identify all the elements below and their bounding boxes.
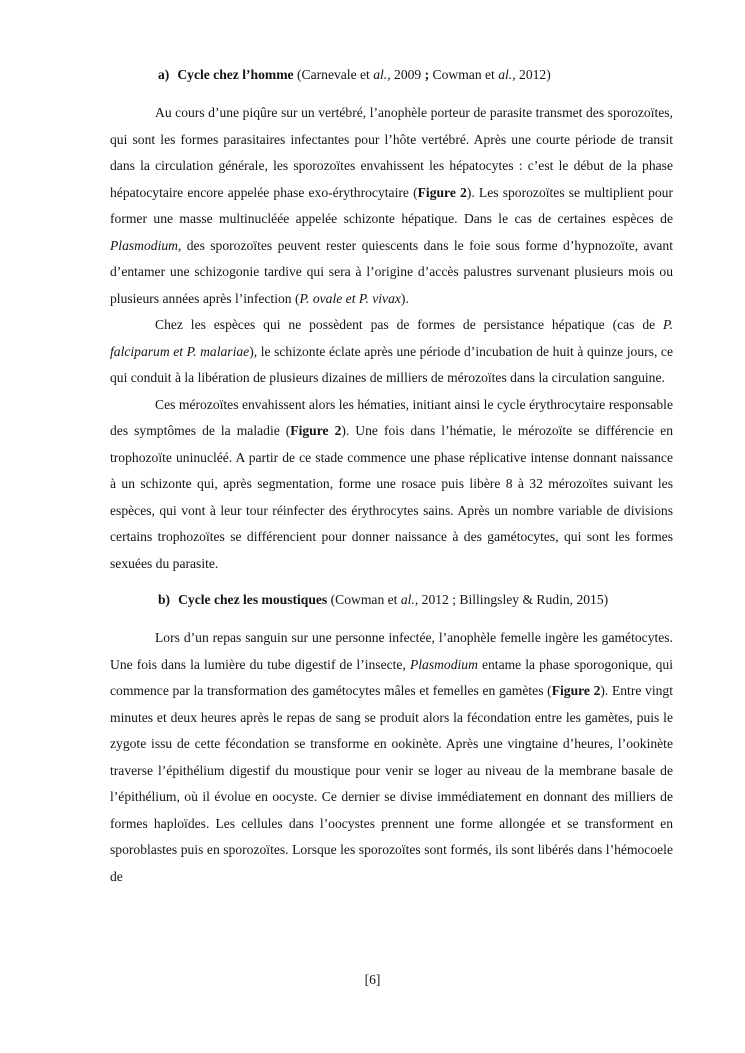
paragraph-text: Lors d’un repas sanguin sur une personne infectée, l’anophèle femelle ingère les gamétocytes. Une fois dans la lumière du tube digestif de l’insecte, [110,630,673,672]
citation-al: al. [400,592,415,607]
citation-text: (Carnevale et [293,67,374,82]
paragraph [110,100,673,312]
paragraph-text: ). Entre vingt minutes et deux heures après le repas de sang se produit alors la fécondation entre les gamètes, puis le zygote issu de cette fécondation se transforme en ookinète. Après une vingtaine d’heures, l’ookinète traverse l’épithélium digestif du moustique pour venir se loger au niveau de la membrane basale de l’épithélium, où il évolue en oocyste. Ce dernier se divise immédiatement en donnant des milliers de formes haploïdes. Les cellules dans l’oocystes prennent une forme allongée et se transforment en sporoblastes puis en sporozoïtes. Lorsque les sporozoïtes sont formés, ils sont libérés dans l’hémocoele de [110,683,673,884]
citation-text: , 2012) [512,67,551,82]
genus-name: Plasmodium [409,656,478,672]
citation-text: Cowman et [429,67,499,82]
section-title: Cycle chez les moustiques [178,592,328,607]
paragraph-text: ). [400,290,409,306]
species-names: P. ovale et P. vivax [299,290,401,306]
section-heading-a [158,62,673,88]
citation-text: (Cowman et [327,592,401,607]
page-number: [6] [364,972,381,987]
paragraph-text: ). Les sporozoïtes se multiplient pour former une masse multinucléée appelée schizonte hépatique. Dans le cas de certaines espèces de [110,184,673,226]
paragraph-text: ). Une fois dans l’hématie, le mérozoïte se différencie en trophozoïte uninucléé. A partir de ce stade commence une phase réplicative intense donnant naissance à un schizonte qui, après segmentation, forme une rosace puis libère 8 à 32 mérozoïtes suivant les espèces, qui vont à leur tour réinfecter des érythrocytes sains. Après un nombre variable de divisions certains trophozoïtes se différencient pour donner naissance à des gamétocytes, qui sont les formes sexuées du parasite. [110,423,674,571]
figure-reference: Figure 2 [290,423,342,438]
citation-text: , 2009 [387,67,425,82]
citation-al: al. [373,67,388,82]
species-names: P. falciparum et P. malariae [110,317,673,359]
section-number: a) [158,67,170,82]
genus-name: Plasmodium [110,237,178,253]
paragraph-text: Au cours d’une piqûre sur un vertébré, l’anophèle porteur de parasite transmet des sporozoïtes, qui sont les formes parasitaires infectantes pour l’hôte vertébré. Après une courte période de transit dans la circulation générale, les sporozoïtes envahissent les hépatocytes : c’est le début de la phase hépatocytaire encore appelée phase exo-érythrocytaire ( [110,105,673,200]
citation-separator: ; [424,67,430,82]
paragraph-text: entame la phase sporogonique, qui commence par la transformation des gamétocytes mâles et femelles en gamètes ( [110,656,673,698]
paragraph-text: , des sporozoïtes peuvent rester quiescents dans le foie sous forme d’hypnozoïte, avant d’entamer une schizogonie tardive qui sera à l’origine d’accès palustres survenant plusieurs mois ou plusieurs années après l’infection ( [110,237,673,306]
figure-reference: Figure 2 [551,683,601,698]
page-content [110,62,673,890]
citation-al: al. [498,67,513,82]
paragraph [110,392,673,578]
section-title: Cycle chez l’homme [177,67,294,82]
citation-text: , 2012 ; Billingsley & Rudin, 2015) [414,592,609,607]
figure-reference: Figure 2 [417,184,467,200]
paragraph-text: ), le schizonte éclate après une période d’incubation de huit à quinze jours, ce qui conduit à la libération de plusieurs dizaines de milliers de mérozoïtes dans la circulation sanguine. [110,343,673,385]
section-heading-b [158,587,673,613]
paragraph [110,625,673,890]
paragraph-text: Ces mérozoïtes envahissent alors les hématies, initiant ainsi le cycle érythrocytaire responsable des symptômes de la maladie ( [110,396,673,438]
paragraph-text: Chez les espèces qui ne possèdent pas de formes de persistance hépatique (cas de [155,317,664,332]
section-number: b) [158,592,171,607]
paragraph [110,312,673,392]
